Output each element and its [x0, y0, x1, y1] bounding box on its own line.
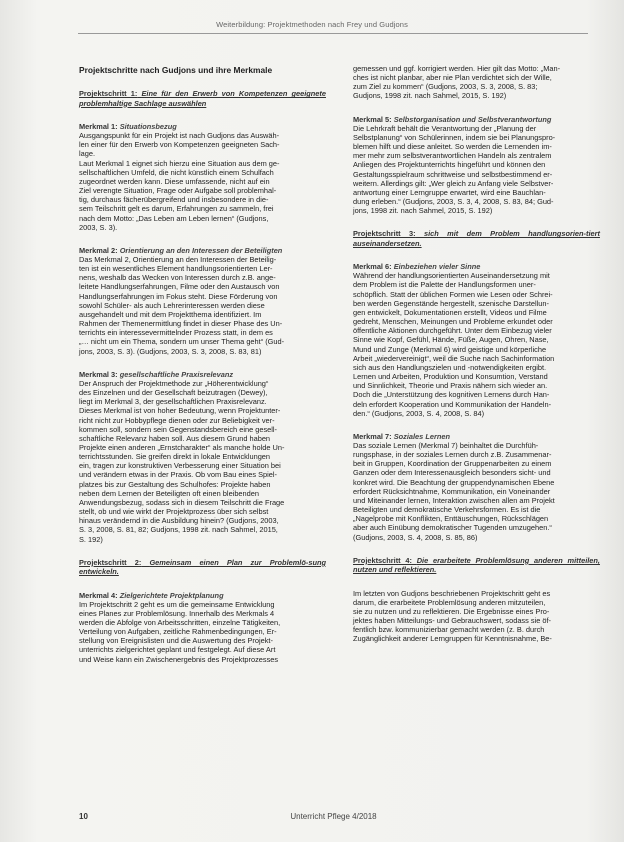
text-line: schöpflich. Statt der üblichen Formen wie Lesen oder Schrei-	[353, 289, 553, 299]
text-line: ches ist nicht planbar, aber nie Plan verdichtet sich der Wille,	[353, 73, 552, 83]
text-line: schaftliche Relevanz haben soll. Aus diesem Grund haben	[79, 433, 271, 443]
merkmal-5-label: Merkmal 5:	[353, 114, 392, 124]
step-4-heading	[353, 556, 600, 575]
merkmal-1-heading	[79, 122, 326, 131]
text-line: (Gudjons, 2003, S. 4, 2008, S. 85, 86)	[353, 532, 478, 542]
text-line: blemen hilft und diese anleitet. So werden die Lernenden im-	[353, 142, 552, 152]
text-line: ausgehandelt und mit dem Projektthema identifiziert. Im	[79, 309, 262, 319]
text-line: ein, tragen zur konstruktiven Verbesserung einer Situation bei	[79, 461, 281, 471]
text-line: Dieses Merkmal ist von hoher Bedeutung, wenn Projektunter-	[79, 406, 281, 416]
running-head: Weiterbildung: Projektmethoden nach Frey und Gudjons	[216, 20, 408, 29]
text-line: S. 3, 2008, S. 81, 82; Gudjons, 1998 zit. nach Sahmel, 2015,	[79, 525, 278, 535]
text-line: Beteiligten und demokratische Verkehrsformen. Es ist die	[353, 505, 541, 515]
merkmal-4-label: Merkmal 4:	[79, 590, 118, 600]
text-line: antwortung einer Lerngruppe erwartet, wird eine Bauchlan-	[353, 187, 546, 197]
step-3-label: Projektschritt 3:	[353, 229, 416, 239]
merkmal-5	[353, 115, 600, 216]
text-line: nach dem Motto: „Das Leben am Leben lernen“ (Gudjons,	[79, 213, 269, 223]
text-line: Selbstplanung“ von Schülerinnen, indem sie bei Planungspro-	[353, 132, 556, 142]
text-line: und Sinnlichkeit, Theorie und Praxis nähern sich wieder an.	[353, 381, 548, 391]
merkmal-4-name: Zielgerichtete Projektplanung	[119, 590, 224, 600]
text-line: Ganzen oder dem Interessenausgleich besonders sicht- und	[353, 468, 551, 478]
merkmal-3-heading	[79, 370, 326, 379]
step-3-heading	[353, 229, 600, 248]
merkmal-7-name: Soziales Lernen	[393, 431, 450, 441]
text-line: Anliegen des Projektunterrichts hingeführt und können den	[353, 160, 546, 170]
text-line: Projekte einen anderen „Ernstcharakter“ als manche holde Un-	[79, 442, 285, 452]
text-line: dung erleben.“ (Gudjons, 2003, S. 3, 4, 2008, S. 83, 84; Gud-	[353, 197, 554, 207]
text-line: Rahmen der Themenermittlung findet in dieser Phase des Un-	[79, 319, 283, 329]
merkmal-7-body	[353, 441, 600, 542]
text-line: Die Lehrkraft behält die Verantwortung der „Planung der	[353, 123, 537, 133]
text-line: öffentliche Aktionen durchgeführt. Unter dem Einbezug vieler	[353, 326, 552, 336]
text-line: und Miteinander lernen, Interaktion zwischen allen am Projekt	[353, 495, 555, 505]
text-line: werden die Abfolge von Arbeitsschritten, einzelne Tätigkeiten,	[79, 617, 281, 627]
merkmal-6-heading	[353, 262, 600, 271]
text-line: fentlich bzw. kommunizierbar gemacht werden (z. B. durch	[353, 625, 545, 635]
page-number: 10	[79, 812, 88, 821]
text-line: Mund und Zunge (Merkmal 6) wird geistige und körperliche	[353, 344, 547, 354]
text-line: terrichts ein interessevermittelnder Prozess statt, in dem es	[79, 328, 273, 338]
merkmal-2-heading	[79, 246, 326, 255]
merkmal-4-heading	[79, 591, 326, 600]
text-line: tig, durchaus fächerübergreifend und insbesondere in die-	[79, 195, 269, 205]
left-column	[79, 66, 326, 678]
text-line: stellt, ob und wie wirkt der Projektprozess über sich selbst	[79, 507, 269, 517]
text-line: S. 192)	[79, 534, 103, 544]
step-2-heading	[79, 558, 326, 577]
text-line: eines Planes zur Problemlösung. Innerhalb des Merkmals 4	[79, 608, 275, 618]
text-line: Das soziale Lernen (Merkmal 7) beinhaltet die Durchfüh-	[353, 440, 539, 450]
merkmal-7-label: Merkmal 7:	[353, 431, 392, 441]
merkmal-2-name: Orientierung an den Interessen der Beteiligten	[119, 245, 283, 255]
merkmal-3	[79, 370, 326, 544]
text-line: Verteilung von Aufgaben, zeitliche Rahmenbedingungen, Er-	[79, 627, 277, 637]
text-line: erfordert Rücksichtnahme, Kommunikation, ein Voneinander	[353, 486, 551, 496]
text-line: liegt im Merkmal 3, der gesellschaftlichen Praxisrelevanz.	[79, 397, 267, 407]
text-line: zum Ziel zu kommen“ (Gudjons, 2003, S. 3, 2008, S. 83;	[353, 82, 538, 92]
text-line: des Einzelnen und der Gesellschaft beizutragen (Dewey),	[79, 388, 268, 398]
text-line: Das Merkmal 2, Orientierung an den Interessen der Beteilig-	[79, 255, 277, 264]
text-line: len einer für den Erwerb von Kompetenzen geeigneten Sach-	[79, 140, 280, 150]
text-line: beit in Gruppen, Koordination der Gruppenarbeiten zu einem	[353, 459, 552, 469]
text-line: jons, 1998 zit. nach Sahmel, 2015, S. 192)	[353, 206, 493, 216]
text-line: unterrichts zielgerichtet geplant und festgelegt. Auf diese Art	[79, 645, 276, 655]
merkmal-4-continuation	[353, 64, 600, 101]
text-line: zugeordnet werden kann. Diese umfassende, nicht auf ein	[79, 176, 270, 186]
merkmal-2-label: Merkmal 2:	[79, 245, 118, 255]
text-line: Der Anspruch der Projektmethode zur „Höherentwicklung“	[79, 378, 269, 388]
merkmal-5-name: Selbstorganisation und Selbstverantwortung	[393, 114, 552, 124]
text-line: jons, 2003, S. 3). (Gudjons, 2003, S. 3, 2008, S. 83, 81)	[79, 346, 262, 356]
right-column	[353, 64, 600, 657]
merkmal-3-name: gesellschaftliche Praxisrelevanz	[119, 369, 234, 379]
text-line: deln erfordert Kooperation und Kommunikation der Handeln-	[353, 399, 552, 409]
text-line: Gudjons, 1998 zit. nach Sahmel, 2015, S. 192)	[353, 91, 507, 101]
merkmal-5-body	[353, 124, 600, 216]
step-4-text: Die erarbeitete Problemlösung anderen mitteilen, nutzen und reflektieren.	[353, 555, 600, 575]
text-line: Im Projektschritt 2 geht es um die gemeinsame Entwicklung	[79, 599, 275, 609]
text-line: Handlungserfahrungen im Fokus steht. Diese Förderung von	[79, 291, 278, 301]
text-line: und verändern etwas in der Praxis. Ob vom Bau eines Spiel-	[79, 470, 278, 480]
text-line: Gestaltungsspielraum schrittweise und selbstbestimmend er-	[353, 169, 553, 179]
text-line: nens, weshalb das Wecken von Interessen durch z.B. ange-	[79, 273, 276, 283]
text-line: Während der handlungsorientierten Auseinandersetzung mit	[353, 271, 550, 281]
text-line: Ziel verengte Situation, Frage oder Aufgabe soll problemhal-	[79, 186, 277, 196]
merkmal-7-heading	[353, 432, 600, 441]
text-line: sellschaftlichen Umfeld, die nicht künstlich einem Schulfach	[79, 167, 274, 177]
text-line: lage.	[79, 149, 96, 159]
step-1-text: Eine für den Erwerb von Kompetenzen geeignete problemhaltige Sachlage auswählen	[79, 89, 326, 108]
merkmal-3-body	[79, 379, 326, 544]
merkmal-6-label: Merkmal 6:	[353, 262, 392, 272]
text-line: Sinne wie Kopf, Gefühl, Hände, Füße, Augen, Ohren, Nase,	[353, 335, 549, 345]
merkmal-2-body	[79, 255, 326, 356]
text-line: jektes haben Mitteilungs- und Gebrauchswert, sodass sie öf-	[353, 615, 552, 625]
step-2-text: Gemeinsam einen Plan zur Problemlö-sung entwickeln.	[79, 557, 326, 577]
step-4-label: Projektschritt 4:	[353, 555, 412, 565]
merkmal-4-body	[79, 600, 326, 664]
merkmal-5-heading	[353, 115, 600, 124]
step-1-heading	[79, 89, 326, 108]
text-line: gedreht, Menschen, Meinungen und Probleme erkundet oder	[353, 317, 553, 327]
text-line: 2003, S. 3).	[79, 222, 118, 232]
text-line: ten ist ein wesentliches Element handlungsorientierten Ler-	[79, 264, 273, 274]
merkmal-7	[353, 432, 600, 542]
text-line: sowohl Schüler- als auch Lehrerinteressen werden diese	[79, 300, 265, 310]
merkmal-1-label: Merkmal 1:	[79, 121, 118, 131]
merkmal-3-label: Merkmal 3:	[79, 369, 118, 379]
text-line: Ausgangspunkt für ein Projekt ist nach Gudjons das Auswäh-	[79, 131, 280, 141]
merkmal-6	[353, 262, 600, 418]
text-line: weitern. Allerdings gilt: „Wer gleich zu Anfang viele Selbstver-	[353, 178, 554, 188]
text-line: Arbeit „wiedervereinigt“, weil die Suche nach Sachinformation	[353, 353, 555, 363]
text-line: sich aus den Handlungszielen und -notwendigkeiten ergibt.	[353, 362, 547, 372]
text-line: Doch die „Unterstützung des kognitiven Lernens durch Han-	[353, 390, 550, 400]
merkmal-1-body	[79, 131, 326, 232]
merkmal-6-name: Einbeziehen vieler Sinne	[393, 262, 481, 272]
text-line: richt nicht zur Hobbypflege dienen oder zur Beliebigkeit ver-	[79, 415, 275, 425]
text-line: „Nagelprobe mit Konflikten, Enttäuschungen, Rückschlägen	[353, 514, 549, 524]
text-line: gemessen und ggf. korrigiert werden. Hier gilt das Motto: „Man-	[353, 64, 561, 73]
merkmal-4	[79, 591, 326, 664]
merkmal-4-continuation-body	[353, 64, 600, 101]
text-line: neben dem Lernen der Beteiligten oft einen bleibenden	[79, 488, 259, 498]
text-line: mer mehr zum selbstverantwortlichen Handeln als zentralem	[353, 151, 552, 161]
merkmal-1	[79, 122, 326, 232]
text-line: Im letzten von Gudjons beschriebenen Projektschritt geht es	[353, 588, 551, 598]
header-rule	[78, 33, 588, 34]
text-line: platzes bis zur Gestaltung des Schulhofes: Projekte haben	[79, 479, 271, 489]
text-line: „… nicht um ein Thema, sondern um unser Thema geht“ (Gud-	[79, 337, 285, 347]
step-1-label: Projektschritt 1:	[79, 89, 138, 99]
closing-paragraph	[353, 589, 600, 644]
text-line: Zugänglichkeit anderer Lerngruppen für Kenntnisnahme, Be-	[353, 634, 552, 644]
merkmal-6-body	[353, 271, 600, 418]
merkmal-2	[79, 246, 326, 356]
text-line: darum, die erarbeitete Problemlösung anderen mitzuteilen,	[353, 597, 546, 607]
text-line: ben werden Gegenstände hergestellt, szenische Darstellun-	[353, 298, 549, 308]
closing-paragraph-body	[353, 589, 600, 644]
step-2-label: Projektschritt 2:	[79, 557, 142, 567]
text-line: konkret wird. Die Beachtung der gruppendynamischen Ebene	[353, 477, 555, 487]
merkmal-1-name: Situationsbezug	[119, 121, 177, 131]
text-line: aber auch Einübung demokratischer Tugenden umzugehen.“	[353, 523, 552, 533]
text-line: leitete Handlungserfahrungen, Filme oder den Austausch von	[79, 282, 280, 292]
step-3-text: sich mit dem Problem handlungsorien-tiert auseinandersetzen.	[353, 229, 600, 248]
text-line: Anwendungsbezug, sodass sich in diesem Teilschritt die Frage	[79, 497, 285, 507]
text-line: gen entwickelt, Dokumentationen erstellt, Videos und Filme	[353, 307, 547, 317]
text-line: rungsphase, in der soziales Lernen durch z.B. Zusammenar-	[353, 450, 552, 460]
text-line: sem Teilschritt gelt es darum, Erfahrungen zu sammeln, frei	[79, 204, 274, 214]
text-line: Laut Merkmal 1 eignet sich hierzu eine Situation aus dem ge-	[79, 158, 280, 168]
text-line: hinaus verändernd in die Ausbildung hinein? (Gudjons, 2003,	[79, 516, 279, 526]
text-line: Lernen und Arbeiten, Produktion und Konsumtion, Verstand	[353, 372, 548, 382]
text-line: stellung von Ereignislisten und die Auswertung des Projekt-	[79, 636, 273, 646]
text-line: den.“ (Gudjons, 2003, S. 4, 2008, S. 84)	[353, 408, 485, 418]
journal-name: Unterricht Pflege 4/2018	[290, 812, 377, 821]
text-line: kommen soll, sondern sein Gegenstandsbereich eine gesell-	[79, 424, 278, 434]
text-line: sie zu nutzen und zu reflektieren. Die Ergebnisse eines Pro-	[353, 606, 550, 616]
text-line: dem Problem ist die Palette der Handlungsformen uner-	[353, 280, 536, 290]
text-line: und Weise kann ein Zwischenergebnis des Projektprozesses	[79, 654, 279, 664]
text-line: terrichtsstunden. Sie greifen direkt in lokale Entwicklungen	[79, 452, 271, 462]
section-title: Projektschritte nach Gudjons und ihre Merkmale	[79, 65, 273, 75]
